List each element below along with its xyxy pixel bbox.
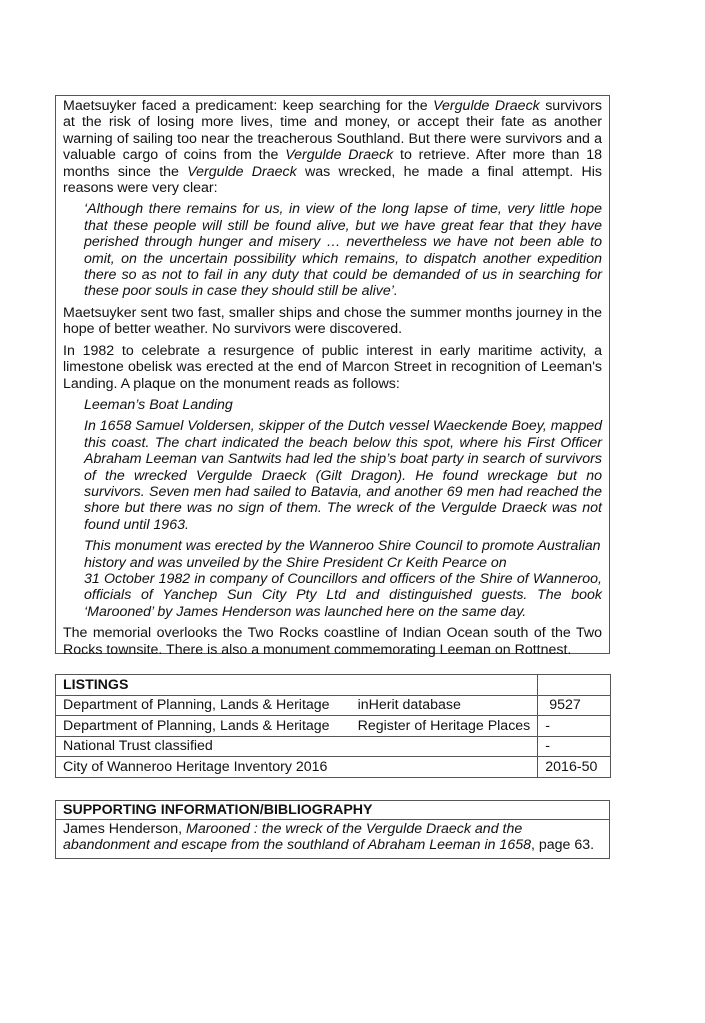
listing-source: City of Wanneroo Heritage Inventory 2016 (56, 757, 538, 778)
listing-source: National Trust classified (56, 736, 538, 757)
plaque-title: Leeman’s Boat Landing (84, 396, 233, 413)
listings-table (55, 674, 611, 778)
paragraph-final-expedition: Maetsuyker sent two fast, smaller ships and chose the summer months journey in the hope of better weather. No survivors were discovered. (63, 304, 602, 338)
plaque-text-history: In 1658 Samuel Voldersen, skipper of the Dutch vessel Waeckende Boey, mapped this coast. The chart indicated the beach below this spot, where his First Officer Abraham Leeman van Santwits had led the ship’s boat party in search of survivors of the wrecked Vergulde Draeck (Gilt Dragon). He found wreckage but no survivors. Seven men had sailed to Batavia, and another 69 men had reached the shore but there was no sign of them. The wreck of the Vergulde Draeck was not found until 1963. (84, 418, 602, 533)
listing-source: Department of Planning, Lands & Heritage Register of Heritage Places (56, 716, 538, 737)
listings-header-row (56, 675, 611, 696)
narrative-box (55, 95, 610, 658)
paragraph-memorial-location: The memorial overlooks the Two Rocks coastline of Indian Ocean south of the Two Rocks townsite. There is also a monument commemorating Leeman on Rottnest. (63, 625, 602, 658)
listing-source: Department of Planning, Lands & Heritage inHerit database (56, 695, 538, 716)
plaque-text-dedication (63, 538, 602, 620)
table-row (56, 695, 611, 716)
paragraph-maetsuyker-predicament: Maetsuyker faced a predicament: keep searching for the Vergulde Draeck survivors at the risk of losing more lives, time and money, or accept their fate as another warning of sailing too near the treacherous Southland. But there were survivors and a valuable cargo of coins from the Vergulde Draeck to retrieve. After more than 18 months since the Vergulde Draeck was wrecked, he made a final attempt. His reasons were very clear: (63, 98, 602, 197)
bibliography-header: SUPPORTING INFORMATION/BIBLIOGRAPHY (56, 801, 609, 820)
ship-name: Vergulde Draeck (187, 163, 297, 180)
plaque-dedication-line1: This monument was erected by the Wanneroo Shire Council to promote Australian history and was unveiled by the Shire President Cr Keith Pearce on (84, 538, 601, 571)
maetsuyker-quote: ‘Although there remains for us, in view of the long lapse of time, very little hope that these people will still be found alive, but we have great fear that they have perished through hunger and misery … nevertheless we have not been able to omit, on the uncertain possibility which remains, to dispatch another expedition there so as not to fail in any duty that could be demanded of us in searching for these poor souls in case they should still be alive’. (84, 201, 602, 300)
listing-ref: - (538, 716, 611, 737)
bibliography-entry: James Henderson, Marooned : the wreck of the Vergulde Draeck and the abandonment and escape from the southland of Abraham Leeman in 1658, page 63. (63, 821, 595, 854)
table-row (56, 736, 611, 757)
listings-header-ref (538, 675, 611, 696)
listing-ref: - (538, 736, 611, 757)
table-row (56, 716, 611, 737)
ship-name: Vergulde Draeck (433, 98, 540, 114)
plaque-dedication-line2: 31 October 1982 in company of Councillors and officers of the Shire of Wanneroo, officials of Yanchep Sun City Pty Ltd and distinguished guests. The book ‘Marooned’ by James Henderson was launched here on the same day. (84, 570, 602, 620)
bibliography-box (55, 800, 610, 859)
ship-name: Vergulde Draeck (285, 147, 394, 164)
listing-ref: 9527 (538, 695, 611, 716)
paragraph-obelisk: In 1982 to celebrate a resurgence of public interest in early maritime activity, a limestone obelisk was erected at the end of Marcon Street in recognition of Leeman's Landing. A plaque on the monument reads as follows: (63, 342, 602, 392)
listing-ref: 2016-50 (538, 757, 611, 778)
listings-header: LISTINGS (56, 675, 538, 696)
table-row (56, 757, 611, 778)
book-title: Marooned : the wreck of the Vergulde Draeck and the abandonment and escape from the southland of Abraham Leeman in 1658 (63, 821, 531, 854)
